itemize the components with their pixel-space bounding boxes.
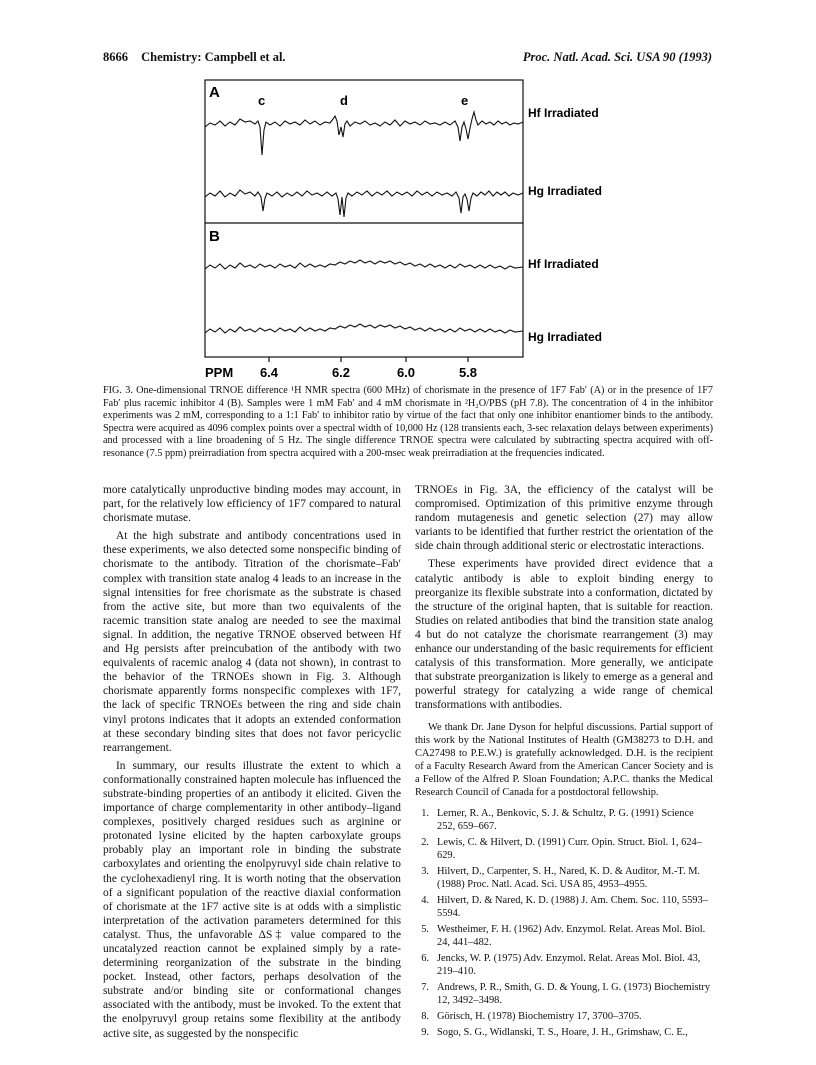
paragraph: These experiments have provided direct evidence that a catalytic antibody is able to exploit binding energy to preorganize its flexible substrate into a conformation, dictated by the structure of the original hapten, that is suitable for reaction. Studies on related antibodies that bind the transition state analog 4 but do not catalyze the chorismate rearrangement (3) may enhance our understanding of the basic requirements for efficient catalysis of this transformation. More generally, we anticipate that substrate preorganization is likely to emerge as a general and powerful strategy for catalyzing a wide range of chemical transformations with antibodies.	[415, 558, 713, 712]
reference-number: 3.	[421, 865, 429, 877]
paragraph: more catalytically unproductive binding modes may account, in part, for the relatively low efficiency of 1F7 compared to natural chorismate mutase.	[103, 484, 401, 525]
reference-item	[415, 1010, 713, 1023]
nmr-spectra-figure	[200, 75, 620, 380]
reference-number: 8.	[421, 1010, 429, 1022]
panel-a-label: A	[209, 84, 220, 101]
paragraph: TRNOEs in Fig. 3A, the efficiency of the catalyst will be compromised. Optimization of this primitive enzyme through random mutagenesis and genetic selection (27) may allow variants to be identified that further restrict the orientation of the side chain through additional steric or electrostatic interactions.	[415, 484, 713, 553]
reference-item	[415, 894, 713, 920]
right-column	[415, 483, 713, 1042]
reference-text: Andrews, P. R., Smith, G. D. & Young, I. G. (1973) Biochemistry 12, 3492–3498.	[437, 981, 711, 1006]
reference-text: Görisch, H. (1978) Biochemistry 17, 3700–3705.	[437, 1010, 642, 1022]
reference-list	[415, 807, 713, 1039]
spectrum-trace-b-hg	[205, 324, 523, 333]
running-title: Chemistry: Campbell et al.	[141, 50, 286, 64]
running-header-left	[103, 50, 286, 65]
paragraph: In summary, our results illustrate the extent to which a conformationally constrained hapten molecule has influenced the substrate-binding properties of an antibody it elicited. Given the importance of charge complementarity in other antibody–ligand complexes, positively charged residues such as arginine or protonated lysine elicited by the hapten carboxylate groups probably play an important role in binding the substrate carboxylates and orienting the enolpyruvyl side chain relative to the cyclohexadienyl ring. It is worth noting that the observation of a significant population of the reactive diaxial conformation of chorismate at the 1F7 active site is at odds with a simplistic interpretation of the activation parameters determined for this catalyst. Thus, the unfavorable ΔS‡ value compared to the uncatalyzed reaction cannot be explained simply by a rate-determining reorganization of the substrate in the binding pocket. Instead, other factors, perhaps desolvation of the substrate and/or binding site or conformational changes associated with the antibody, must be invoked. To the extent that the enolpyruvyl group retains some flexibility at the antibody active site, as suggested by the nonspecific	[103, 759, 401, 1040]
figure-caption: FIG. 3. One-dimensional TRNOE difference ¹H NMR spectra (600 MHz) of chorismate in the presence of 1F7 Fab′ (A) or in the presence of 1F7 Fab′ plus racemic inhibitor 4 (B). Samples were 1 mM Fab′ and 4 mM chorismate in ²H₂O/PBS (pH 7.8). The concentration of 4 in the inhibitor experiments was 2 mM, corresponding to a 1:1 Fab′ to inhibitor ratio by virtue of the fact that only one inhibitor enantiomer binds to the antibody. Spectra were acquired as 4096 complex points over a spectral width of 10,000 Hz (128 transients each, 3-sec relaxation delays between experiments) and processed with a line broadening of 5 Hz. The single difference TRNOE spectra were calculated by subtracting spectra acquired with off-resonance (7.5 ppm) preirradiation from spectra acquired with a 200-msec weak preirradiation at the frequencies indicated.	[103, 385, 713, 459]
reference-item	[415, 981, 713, 1007]
reference-item	[415, 1026, 713, 1039]
reference-item	[415, 836, 713, 862]
journal-citation: Proc. Natl. Acad. Sci. USA 90 (1993)	[522, 50, 712, 64]
left-column	[103, 483, 401, 1045]
spectrum-trace-a-hf	[205, 112, 523, 155]
reference-text: Sogo, S. G., Widlanski, T. S., Hoare, J. H., Grimshaw, C. E.,	[437, 1026, 688, 1038]
ppm-axis	[205, 357, 477, 380]
spectrum-trace-b-hf	[205, 260, 523, 269]
axis-label-ppm: PPM	[205, 365, 234, 380]
reference-text: Hilvert, D., Carpenter, S. H., Nared, K. D. & Auditor, M.-T. M. (1988) Proc. Natl. Acad. Sci. USA 85, 4953–4955.	[437, 865, 701, 890]
trace-label-b-hg: Hg Irradiated	[528, 330, 603, 344]
trace-label-a-hf: Hf Irradiated	[528, 106, 599, 120]
reference-text: Westheimer, F. H. (1962) Adv. Enzymol. Relat. Areas Mol. Biol. 24, 441–482.	[437, 923, 706, 948]
axis-tick-label: 6.0	[396, 365, 416, 380]
reference-text: Jencks, W. P. (1975) Adv. Enzymol. Relat. Areas Mol. Biol. 43, 219–410.	[437, 952, 701, 977]
reference-item	[415, 923, 713, 949]
reference-number: 9.	[421, 1026, 429, 1038]
reference-text: Hilvert, D. & Nared, K. D. (1988) J. Am. Chem. Soc. 110, 5593–5594.	[437, 894, 708, 919]
reference-text: Lerner, R. A., Benkovic, S. J. & Schultz, P. G. (1991) Science 252, 659–667.	[437, 807, 694, 832]
reference-item	[415, 952, 713, 978]
reference-item	[415, 865, 713, 891]
reference-text: Lewis, C. & Hilvert, D. (1991) Curr. Opin. Struct. Biol. 1, 624–629.	[437, 836, 702, 861]
peak-label-c: c	[258, 93, 266, 108]
peak-label-e: e	[461, 93, 469, 108]
page-number: 8666	[103, 50, 128, 64]
paragraph: At the high substrate and antibody concentrations used in these experiments, we also detected some nonspecific binding of chorismate to the antibody. Titration of the chorismate–Fab′ complex with transition state analog 4 leads to an increase in the signal intensities for free chorismate as the substrate is chased from the active site, but more than two equivalents of the racemic transition state analog are needed to see the maximal signal. In addition, the negative TRNOE observed between Hf and Hg persists after preincubation of the antibody with two equivalents of racemic analog 4 (data not shown), in contrast to the behavior of the TRNOEs shown in Fig. 3. Although chorismate apparently forms nonspecific complexes with 1F7, the lack of specific TRNOEs between the ring and side chain vinyl protons indicates that it adopts an extended conformation at these secondary binding sites that does not favor pericyclic rearrangement.	[103, 530, 401, 754]
spectrum-trace-a-hg	[205, 190, 523, 217]
reference-number: 4.	[421, 894, 429, 906]
reference-number: 5.	[421, 923, 429, 935]
reference-item	[415, 807, 713, 833]
reference-number: 1.	[421, 807, 429, 819]
reference-number: 7.	[421, 981, 429, 993]
trace-label-a-hg: Hg Irradiated	[528, 184, 603, 198]
axis-tick-label: 6.4	[259, 365, 279, 380]
acknowledgments: We thank Dr. Jane Dyson for helpful discussions. Partial support of this work by the National Institutes of Health (GM38273 to D.H. and CA27498 to P.E.W.) is gratefully acknowledged. D.H. is the recipient of a Faculty Research Award from the American Cancer Society and is a Fellow of the Alfred P. Sloan Foundation; A.P.C. thanks the Medical Research Council of Canada for a postdoctoral fellowship.	[415, 721, 713, 798]
panel-b-label: B	[209, 228, 220, 245]
reference-number: 6.	[421, 952, 429, 964]
trace-label-b-hf: Hf Irradiated	[528, 257, 599, 271]
peak-label-d: d	[340, 93, 348, 108]
reference-number: 2.	[421, 836, 429, 848]
axis-tick-label: 6.2	[331, 365, 351, 380]
axis-tick-label: 5.8	[458, 365, 478, 380]
